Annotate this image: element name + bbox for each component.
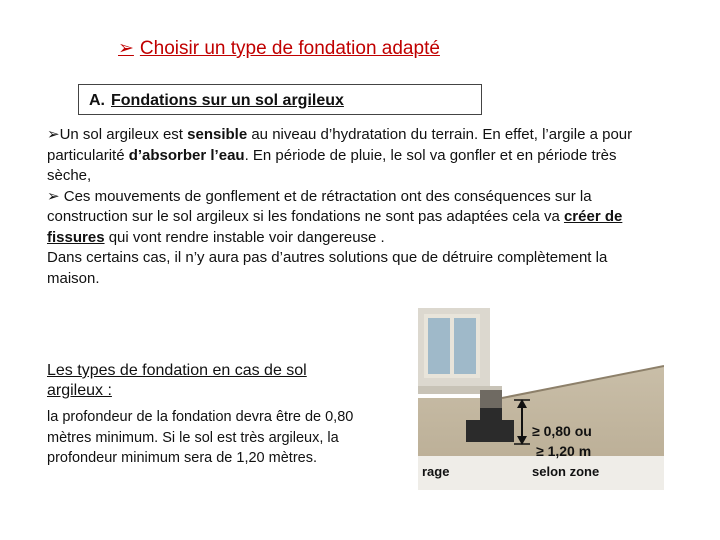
foundation-diagram (418, 308, 664, 490)
p2-text-a: Ces mouvements de gonflement et de rétractation ont des conséquences sur la construction sur le sol argileux si les fondations ne sont pas adaptées cela va (47, 187, 592, 225)
paragraph-3: Dans certains cas, il n’y aura pas d’autres solutions que de détruire complètement la maison. (47, 249, 608, 287)
p2-underlined-fissures: créer de fissures (47, 208, 623, 246)
footing (466, 420, 514, 442)
section-heading (89, 92, 344, 110)
section-heading-box (78, 84, 482, 115)
depth-label-1: ≥ 0,80 ou (532, 423, 592, 439)
p1-text-b: au niveau d’hydratation du terrain. En effet, l’argile a pour particularité (47, 126, 633, 164)
p1-text-c: . En période de pluie, le sol va gonfler et en période très sèche, (47, 146, 617, 184)
types-text: la profondeur de la fondation devra être de 0,80 mètres minimum. Si le sol est très argileux, la profondeur minimum sera de 1,20 mètres. (47, 409, 354, 466)
p1-bold-sensible: sensible (187, 126, 248, 143)
left-label: rage (422, 464, 450, 479)
bullet-arrow-icon: ➢ (47, 126, 60, 143)
bullet-arrow-icon: ➢ (47, 187, 60, 205)
p1-bold-absorber: d’absorber l’eau (128, 146, 245, 164)
p1-text-a: Un sol argileux est (59, 126, 188, 143)
page-title-text: Choisir un type de fondation adapté (139, 38, 440, 59)
depth-label-2: ≥ 1,20 m (536, 443, 592, 459)
intro-paragraph (47, 125, 647, 289)
title-arrow-icon: ➢ (118, 38, 134, 59)
section-heading-text: Fondations sur un sol argileux (111, 92, 344, 109)
page-title (118, 37, 440, 60)
types-title: Les types de fondation en cas de sol argileux : (47, 362, 307, 399)
section-letter: A. (89, 92, 105, 109)
p2-text-b: qui vont rendre instable voir dangereuse . (104, 228, 385, 246)
depth-label-3: selon zone (532, 464, 600, 479)
paragraph-2 (47, 187, 647, 249)
foundation-diagram-svg (418, 308, 664, 490)
paragraph-1 (47, 125, 647, 187)
